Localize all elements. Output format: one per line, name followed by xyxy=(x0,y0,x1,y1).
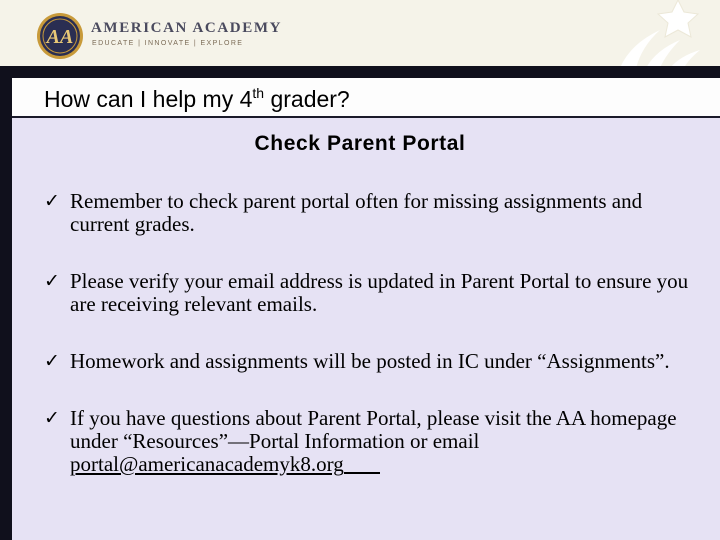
brand-tagline: EDUCATE | INNOVATE | EXPLORE xyxy=(92,40,244,47)
title-main: How can I help my 4 xyxy=(44,86,253,112)
email-underline-tail xyxy=(344,472,380,474)
header-divider-bar xyxy=(0,66,720,78)
seal-letters: AA xyxy=(46,26,74,48)
title-band xyxy=(12,78,720,118)
bullet-list xyxy=(44,190,704,510)
checkmark-icon: ✓ xyxy=(44,270,60,292)
academy-seal-icon xyxy=(36,12,84,60)
bullet-text: Please verify your email address is updated in Parent Portal to ensure you are receiving relevant emails. xyxy=(70,269,689,316)
left-edge-bar xyxy=(0,66,12,540)
checkmark-icon: ✓ xyxy=(44,190,60,212)
bullet-text: Remember to check parent portal often for missing assignments and current grades. xyxy=(70,189,643,236)
bullet-item xyxy=(44,270,704,316)
bullet-item xyxy=(44,190,704,236)
title-end: grader? xyxy=(264,86,350,112)
bullet-item xyxy=(44,350,704,373)
bullet-text: Homework and assignments will be posted in IC under “Assignments”. xyxy=(70,349,670,373)
slide-subtitle: Check Parent Portal xyxy=(254,132,466,155)
bullet-item xyxy=(44,407,704,476)
header-banner xyxy=(0,0,720,68)
portal-email-link[interactable]: portal@americanacademyk8.org xyxy=(70,452,344,476)
brand-name: AMERICAN ACADEMY xyxy=(91,20,283,36)
slide-title xyxy=(44,86,350,113)
checkmark-icon: ✓ xyxy=(44,407,60,429)
star-swoosh-icon xyxy=(500,0,720,68)
bullet-text: If you have questions about Parent Portal, please visit the AA homepage under “Resources”—Portal Information or email xyxy=(70,406,682,453)
checkmark-icon: ✓ xyxy=(44,350,60,372)
title-ordinal: th xyxy=(252,85,265,101)
